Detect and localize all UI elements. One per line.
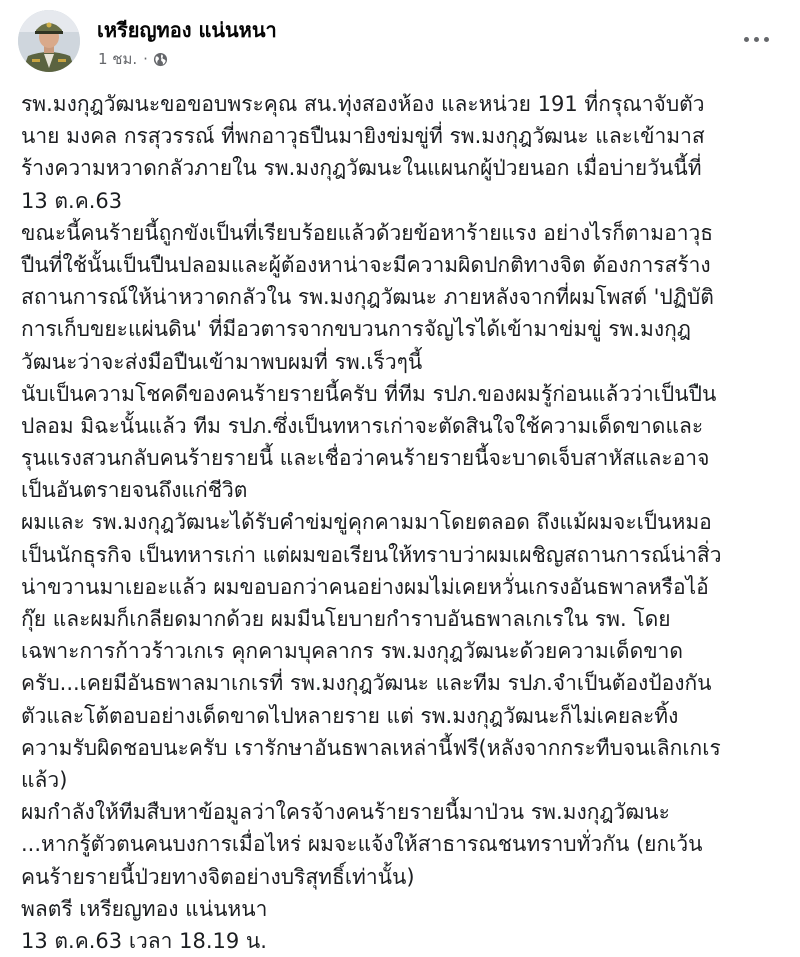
post-text-line: ...หากรู้ตัวตนคนบงการเมื่อไหร่ ผมจะแจ้งให้สาธารณชนทราบทั่วกัน (ยกเว้น bbox=[21, 832, 703, 857]
more-dot bbox=[764, 37, 769, 42]
post-text-line: ร้างความหวาดกลัวภายใน รพ.มงกุฎวัฒนะในแผนกผู้ป่วยนอก เมื่อบ่ายวันนี้ที่ bbox=[21, 156, 702, 181]
post-text-line: แล้ว) bbox=[21, 767, 68, 792]
more-dot bbox=[744, 37, 749, 42]
post-text-line: ตัวและโต้ตอบอย่างเด็ดขาดไปหลายราย แต่ รพ.มงกุฎวัฒนะก็ไม่เคยละทิ้ง bbox=[21, 703, 679, 728]
post-text-line: นับเป็นความโชคดีของคนร้ายรายนี้ครับ ที่ทีม รปภ.ของผมรู้ก่อนแล้วว่าเป็นปืน bbox=[21, 381, 717, 406]
avatar[interactable] bbox=[18, 10, 80, 72]
post-text-line: ครับ...เคยมีอันธพาลมาเกเรที่ รพ.มงกุฎวัฒนะ และทีม รปภ.จำเป็นต้องป้องกัน bbox=[21, 671, 712, 696]
post-text-line: ผมและ รพ.มงกุฎวัฒนะได้รับคำข่มขู่คุกคามมาโดยตลอด ถึงแม้ผมจะเป็นหมอ bbox=[21, 510, 712, 535]
post-text-line: นาย มงคล กรสุวรรณ์ ที่พกอาวุธปืนมายิงข่มขู่ที่ รพ.มงกุฎวัฒนะ และเข้ามาส bbox=[21, 124, 705, 149]
post-text-line: กุ๊ย และผมก็เกลียดมากด้วย ผมมีนโยบายกำราบอันธพาลเกเรใน รพ. โดย bbox=[21, 607, 671, 631]
post-text-line: 13 ต.ค.63 เวลา 18.19 น. bbox=[21, 928, 267, 953]
post-text-line: คนร้ายรายนี้ป่วยทางจิตอย่างบริสุทธิ์เท่านั้น) bbox=[21, 864, 415, 889]
more-dot bbox=[754, 37, 759, 42]
more-options-icon[interactable] bbox=[736, 26, 776, 52]
globe-icon[interactable] bbox=[153, 52, 168, 67]
author-name[interactable]: เหรียญทอง แน่นหนา bbox=[97, 18, 277, 42]
meta-separator: · bbox=[143, 50, 148, 68]
post-text-line: เป็นอันตรายจนถึงแก่ชีวิต bbox=[21, 478, 248, 503]
post-text-line: ปืนที่ใช้นั้นเป็นปืนปลอมและผู้ต้องหาน่าจะมีความผิดปกติทางจิต ต้องการสร้าง bbox=[21, 252, 711, 277]
profile-photo bbox=[18, 10, 80, 72]
post-text-line: น่าขวานมาเยอะแล้ว ผมขอบอกว่าคนอย่างผมไม่เคยหวั่นเกรงอันธพาลหรือไอ้ bbox=[21, 574, 709, 599]
post-text-line: รุนแรงสวนกลับคนร้ายรายนี้ และเชื่อว่าคนร้ายรายนี้จะบาดเจ็บสาหัสและอาจ bbox=[21, 446, 710, 471]
post-text-line: ปลอม มิฉะนั้นแล้ว ทีม รปภ.ซึ่งเป็นทหารเก่าจะตัดสินใจใช้ความเด็ดขาดและ bbox=[21, 413, 704, 438]
post-text-line: รพ.มงกุฎวัฒนะขอขอบพระคุณ สน.ทุ่งสองห้อง และหน่วย 191 ที่กรุณาจับตัว bbox=[21, 92, 705, 116]
post-text-line: สถานการณ์ให้น่าหวาดกลัวใน รพ.มงกุฎวัฒนะ ภายหลังจากที่ผมโพสต์ 'ปฏิบัติ bbox=[21, 285, 714, 310]
post-text-line: วัฒนะว่าจะส่งมือปืนเข้ามาพบผมที่ รพ.เร็วๆนี้ bbox=[21, 349, 423, 374]
post-text-line: ผมกำลังให้ทีมสืบหาข้อมูลว่าใครจ้างคนร้ายรายนี้มาป่วน รพ.มงกุฎวัฒนะ bbox=[21, 800, 670, 825]
post-text-line: 13 ต.ค.63 bbox=[21, 188, 123, 213]
post-text-line: ขณะนี้คนร้ายนี้ถูกขังเป็นที่เรียบร้อยแล้วด้วยข้อหาร้ายแรง อย่างไรก็ตามอาวุธ bbox=[21, 220, 714, 245]
post-text-line: เป็นนักธุรกิจ เป็นทหารเก่า แต่ผมขอเรียนให้ทราบว่าผมเผชิญสถานการณ์น่าสิ่ว bbox=[21, 542, 722, 567]
post-text-line: พลตรี เหรียญทอง แน่นหนา bbox=[21, 896, 268, 921]
post-timestamp[interactable]: 1 ชม. bbox=[98, 50, 138, 68]
post-body bbox=[21, 88, 793, 957]
post-text-line: ความรับผิดชอบนะครับ เรารักษาอันธพาลเหล่านี้ฟรี(หลังจากกระทืบจนเลิกเกเร bbox=[21, 735, 721, 760]
post-text-line: การเก็บขยะแผ่นดิน' ที่มีอวตารจากขบวนการจัญไรได้เข้ามาข่มขู่ รพ.มงกุฎ bbox=[21, 317, 691, 342]
post-text-line: เฉพาะการก้าวร้าวเกเร คุกคามบุคลากร รพ.มงกุฎวัฒนะด้วยความเด็ดขาด bbox=[21, 639, 684, 664]
post-meta bbox=[98, 47, 168, 71]
